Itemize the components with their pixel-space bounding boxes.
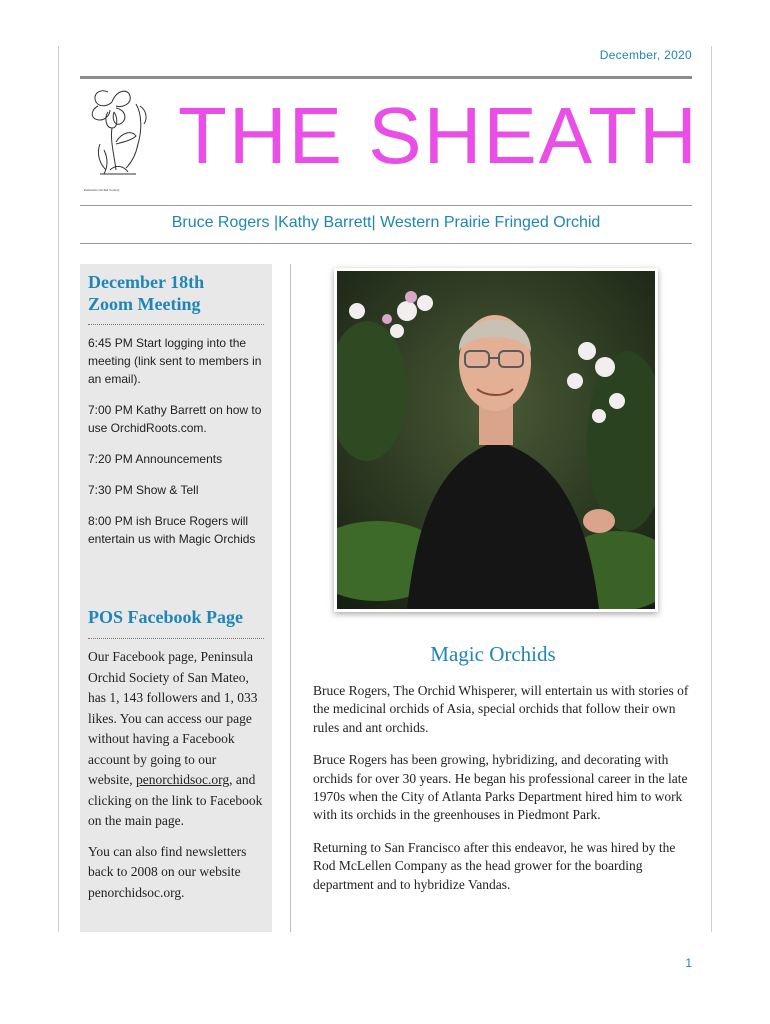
issue-date: December, 2020 bbox=[599, 48, 692, 62]
sidebar bbox=[80, 264, 272, 932]
masthead-rule-bottom bbox=[80, 243, 692, 244]
schedule-item: 7:30 PM Show & Tell bbox=[88, 483, 199, 497]
article-title: Magic Orchids bbox=[430, 642, 556, 666]
newsletter-archive-note: You can also find newsletters back to 2008 on our website penorchidsoc.org. bbox=[88, 843, 247, 900]
facebook-text-end: , and clicking on the link to Facebook on the main page. bbox=[88, 772, 263, 828]
article-paragraph: Returning to San Francisco after this endeavor, he was hired by the Rod McLellen Company as the head grower for the boarding department and to hybridize Vandas. bbox=[313, 839, 676, 892]
speaker-photo-image bbox=[337, 271, 655, 609]
meeting-heading-line2: Zoom Meeting bbox=[88, 294, 201, 314]
top-rule bbox=[80, 76, 692, 79]
right-margin-line bbox=[711, 46, 712, 932]
schedule-item: 8:00 PM ish Bruce Rogers will entertain us with Magic Orchids bbox=[88, 514, 256, 546]
masthead-rule-top bbox=[80, 205, 692, 206]
facebook-paragraph bbox=[80, 647, 272, 832]
logo-caption: Peninsula Orchid Society bbox=[84, 188, 120, 192]
schedule-item: 6:45 PM Start logging into the meeting (link sent to members in an email). bbox=[88, 336, 262, 386]
speaker-photo bbox=[334, 268, 658, 612]
issue-subtitle: Bruce Rogers |Kathy Barrett| Western Prairie Fringed Orchid bbox=[171, 214, 601, 231]
newsletter-masthead: THE SHEATH bbox=[178, 91, 699, 180]
facebook-divider bbox=[88, 638, 264, 639]
facebook-heading: POS Facebook Page bbox=[88, 607, 243, 627]
website-link[interactable]: penorchidsoc.org bbox=[136, 772, 230, 787]
meeting-heading-line1: December 18th bbox=[88, 272, 205, 292]
orchid-logo-icon bbox=[86, 84, 156, 196]
article-paragraph: Bruce Rogers, The Orchid Whisperer, will entertain us with stories of the medicinal orchids of Asia, special orchids that follow their own rules and ant orchids. bbox=[313, 683, 689, 735]
meeting-section bbox=[80, 264, 272, 548]
meeting-heading bbox=[80, 271, 272, 315]
facebook-text: Our Facebook page, Peninsula Orchid Society of San Mateo, has 1, 143 followers and 1, 033 likes. You can access our page without having a Facebook account by going to our website, bbox=[88, 649, 258, 787]
schedule-item: 7:00 PM Kathy Barrett on how to use OrchidRoots.com. bbox=[88, 403, 262, 435]
orchid-society-logo bbox=[86, 84, 156, 196]
meeting-divider bbox=[88, 324, 264, 325]
column-divider bbox=[290, 264, 291, 932]
facebook-section bbox=[80, 606, 272, 903]
page-number: 1 bbox=[685, 956, 692, 970]
article-body bbox=[313, 682, 691, 904]
schedule-item: 7:20 PM Announcements bbox=[88, 452, 223, 466]
article-paragraph: Bruce Rogers has been growing, hybridizing, and decorating with orchids for over 30 years. He began his professional career in the late 1970s when the City of Atlanta Parks Department hired him to work with its orchids in the greenhouses in Piedmont Park. bbox=[313, 752, 688, 823]
left-margin-line bbox=[58, 46, 59, 932]
